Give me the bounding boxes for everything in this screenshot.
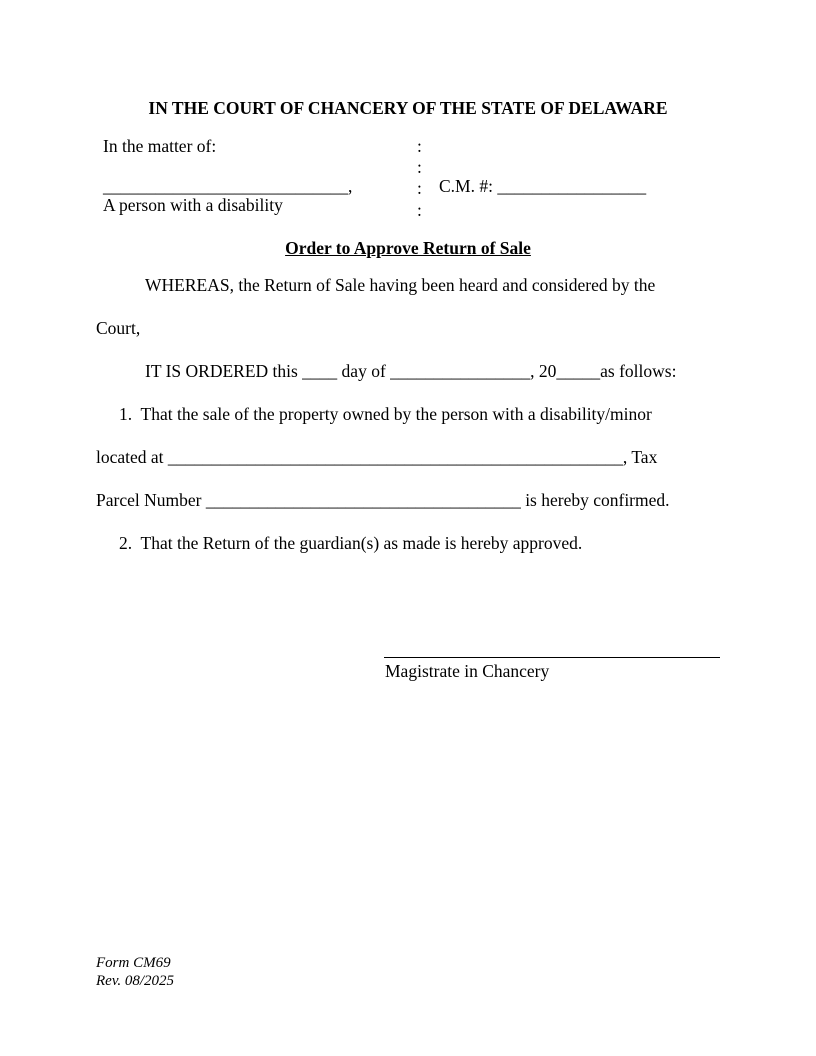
item-1-line-3: Parcel Number ____________________________________ is hereby confirmed. [96,490,670,510]
party-label: A person with a disability [103,195,283,215]
order-title: Order to Approve Return of Sale [285,238,531,258]
form-number: Form CM69 [96,955,171,971]
caption-colon-3: : [417,178,422,198]
item-1-line-2: located at ____________________________________________________, Tax [96,447,658,467]
ordered-line: IT IS ORDERED this ____ day of ________________, 20_____as follows: [145,361,677,381]
name-blank-line: ____________________________, [103,176,353,196]
matter-label: In the matter of: [103,136,217,156]
court-title: IN THE COURT OF CHANCERY OF THE STATE OF DELAWARE [148,98,668,118]
caption-colon-2: : [417,157,422,177]
cm-number-field: C.M. #: _________________ [439,176,647,196]
whereas-line-1: WHEREAS, the Return of Sale having been heard and considered by the [145,275,656,295]
whereas-line-2: Court, [96,318,141,338]
signature-line [384,657,720,658]
revision-date: Rev. 08/2025 [96,973,175,989]
item-1-line-1: 1. That the sale of the property owned by the person with a disability/minor [119,404,652,424]
item-2-line-1: 2. That the Return of the guardian(s) as made is hereby approved. [119,533,583,553]
signature-label: Magistrate in Chancery [385,661,550,681]
caption-colon-1: : [417,136,422,156]
caption-colon-4: : [417,200,422,220]
